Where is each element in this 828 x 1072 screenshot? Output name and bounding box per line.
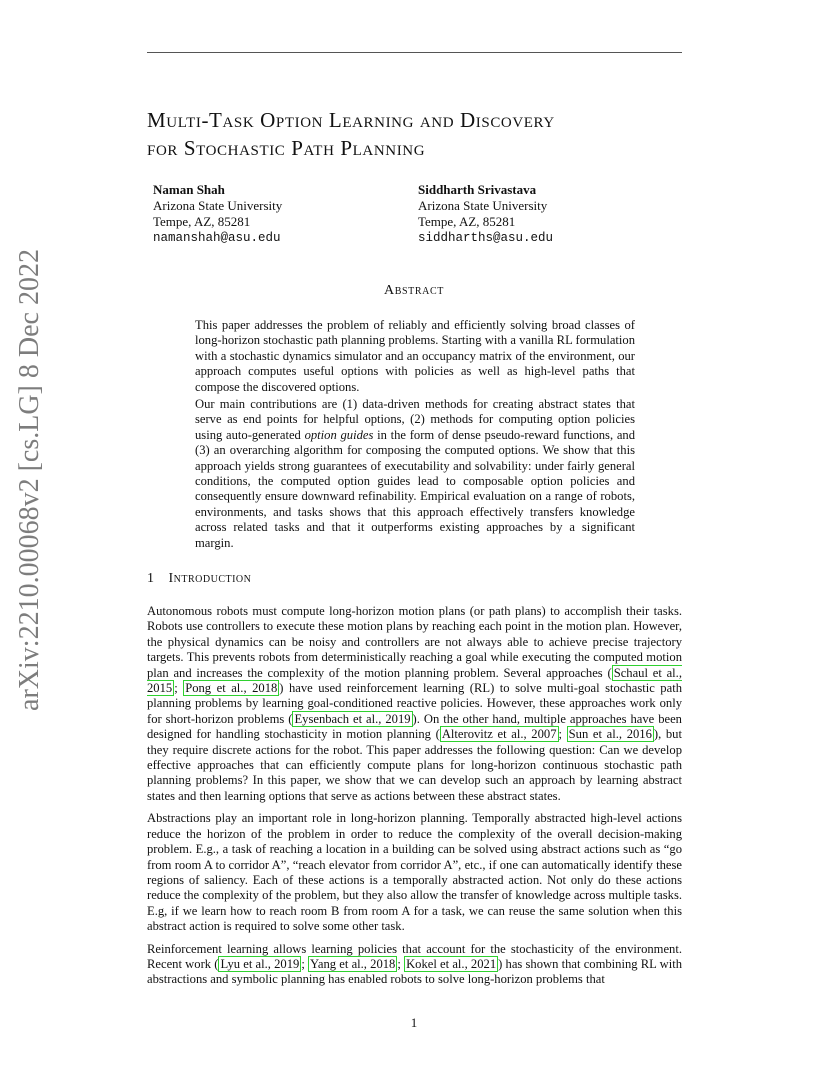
intro-paragraph-3: Reinforcement learning allows learning policies that account for the stochasticity of the environment. Recent work ( Lyu et al., 2019 ; Yang et al., 2018 ; Kokel et al., 2021 ) has shown that combining RL with abstractions and symbolic planning has enabled robots to solve long-horizon problems that	[147, 941, 682, 987]
citation-link[interactable]: Eysenbach et al., 2019	[294, 711, 411, 726]
title-line-2: for Stochastic Path Planning	[147, 136, 426, 160]
author-name: Siddharth Srivastava	[418, 182, 537, 197]
abstract-heading: Abstract	[384, 283, 444, 298]
intro-paragraph-1: Autonomous robots must compute long-horizon motion plans (or path plans) to accomplish their tasks. Robots use controllers to execute these motion plans by reaching each point in the motion plan. However, the physical dynamics can be noisy and controllers are not always able to achieve precise trajectory targets. This prevents robots from deterministically reaching a goal while executing the computed motion plan and increases the complexity of the motion planning problem. Several approaches ( Schaul et al., 2015 ; Pong et al., 2018 ) have used reinforcement learning (RL) to solve multi-goal stochastic path planning problems by learning goal-conditioned reactive policies. However, these approaches work only for short-horizon problems ( Eysenbach et al., 2019 ). On the other hand, multiple approaches have been designed for handling stochasticity in motion planning ( Alterovitz et al., 2007 ; Sun et al., 2016 ), but they require discrete actions for the robot. This paper addresses the following question: Can we develop effective approaches that can efficiently compute plans for long-horizon continuous stochastic path planning problems? In this paper, we show that we can develop such an approach by learning abstract states and then learning options that serve as actions between these abstract states.	[147, 604, 682, 803]
section-title: Introduction	[168, 571, 252, 586]
citation-link[interactable]: Yang et al., 2018	[310, 956, 396, 971]
author-email[interactable]: namanshah@asu.edu	[153, 231, 281, 245]
citation-link[interactable]: Schaul et al., 2015	[147, 665, 682, 696]
citation-link[interactable]: Pong et al., 2018	[185, 681, 278, 696]
author-location: Tempe, AZ, 85281	[153, 214, 251, 229]
section-heading-introduction	[147, 571, 251, 587]
author-affiliation: Arizona State University	[418, 198, 548, 213]
top-rule	[147, 52, 682, 53]
abstract-paragraph-2: Our main contributions are (1) data-driven methods for creating abstract states that serve as end points for helpful options, (2) methods for computing option policies using auto-generated option guides in the form of dense pseudo-reward functions, and (3) an overarching algorithm for composing the computed options. We show that this approach yields strong guarantees of executability and solvability: under fairly general conditions, the computed option guides lead to composable option policies and consequently ensure downward refinability. Empirical evaluation on a range of robots, environments, and tasks shows that this approach effectively transfers knowledge across related tasks and that it outperforms existing approaches by a significant margin.	[195, 397, 636, 550]
citation-link[interactable]: Sun et al., 2016	[568, 727, 652, 742]
intro-paragraph-2: Abstractions play an important role in long-horizon planning. Temporally abstracted high-level actions reduce the horizon of the problem in order to reduce the complexity of the overall decision-making problem. E.g., a task of reaching a location in a building can be solved using abstract actions such as “go from room A to corridor A”, “reach elevator from corridor A”, etc., if one can automatically identify these regions of saliency. Each of these actions is a temporally abstracted action. Not only do these actions reduce the complexity of the problem, but they also allow the transfer of knowledge across multiple tasks. E.g, if we learn how to reach room B from room A for a task, we can reuse the same solution when this abstract action is required to solve some other task.	[147, 811, 682, 934]
arxiv-stamp[interactable]: arXiv:2210.00068v2 [cs.LG] 8 Dec 2022	[14, 249, 45, 711]
abstract-body	[195, 318, 635, 553]
option-guides-emphasis: option guides	[304, 427, 374, 442]
citation-link[interactable]: Lyu et al., 2019	[220, 956, 300, 971]
author-email[interactable]: siddharths@asu.edu	[418, 231, 554, 245]
title-line-1: Multi-Task Option Learning and Discovery	[147, 108, 555, 132]
author-affiliation: Arizona State University	[153, 198, 283, 213]
section-number: 1	[147, 571, 155, 586]
author-block-2	[418, 182, 553, 246]
citation-link[interactable]: Kokel et al., 2021	[406, 956, 497, 971]
page-number: 1	[410, 1015, 418, 1030]
introduction-body	[147, 604, 682, 995]
author-location: Tempe, AZ, 85281	[418, 214, 516, 229]
citation-link[interactable]: Alterovitz et al., 2007	[441, 727, 557, 742]
author-name: Naman Shah	[153, 182, 225, 197]
abstract-paragraph-1: This paper addresses the problem of reliably and efficiently solving broad classes of long-horizon stochastic path planning problems. Starting with a vanilla RL formulation with a stochastic dynamics simulator and an occupancy matrix of the environment, our approach computes useful options with policies as well as high-level paths that compose the discovered options.	[195, 318, 635, 394]
arxiv-stamp-container	[0, 249, 60, 711]
paper-title	[147, 106, 687, 162]
author-block-1	[153, 182, 282, 246]
